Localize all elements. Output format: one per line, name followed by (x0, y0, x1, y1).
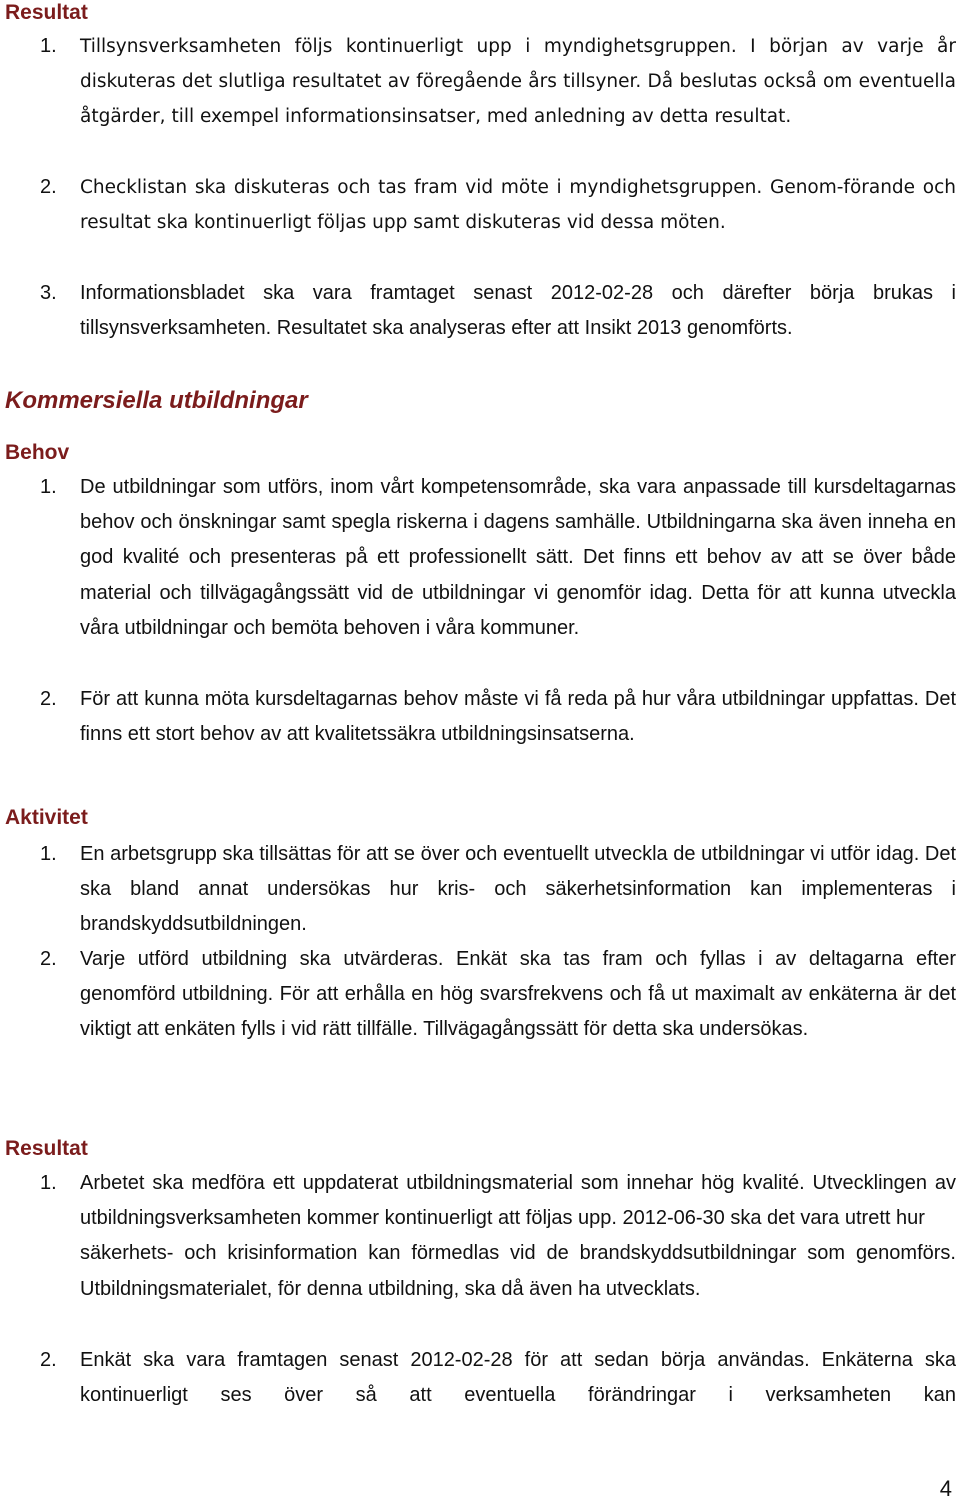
list-number: 2. (40, 688, 57, 710)
list-number: 1. (40, 476, 57, 498)
list-number: 2. (40, 1349, 57, 1371)
heading-aktivitet: Aktivitet (5, 806, 88, 829)
list-number: 2. (40, 176, 57, 198)
list-item-text: Tillsynsverksamheten följs kontinuerligt upp i myndighetsgruppen. I början av varje år diskuteras det slutliga resultatet av föregående års tillsyner. Då beslutas också om eventuella åtgärder, till exempel informationsinsatser, med anledning av detta resultat. (80, 36, 956, 128)
heading-resultat-2: Resultat (5, 1137, 88, 1160)
list-number: 1. (40, 843, 57, 865)
list-item-text (80, 1166, 956, 1307)
list-item-text: För att kunna möta kursdeltagarnas behov måste vi få reda på hur våra utbildningar uppfattas. Det finns ett stort behov av att kvalitetssäkra utbildningsinsatserna. (80, 688, 956, 746)
page-number: 4 (939, 1476, 952, 1501)
list-item-text: Varje utförd utbildning ska utvärderas. Enkät ska tas fram och fyllas i av deltagarna efter genomförd utbildning. För att erhålla en hög svarsfrekvens och få ut maximalt av enkäterna är det viktigt att enkäten fylls i vid rätt tillfälle. Tillvägagångssätt för detta ska undersökas. (80, 948, 956, 1041)
list-number: 3. (40, 282, 57, 304)
list-item-text: Checklistan ska diskuteras och tas fram vid möte i myndighetsgruppen. Genom-förande och resultat ska kontinuerligt följas upp samt diskuteras vid dessa möten. (80, 177, 956, 234)
list-number: 1. (40, 1172, 57, 1194)
heading-behov: Behov (5, 441, 70, 464)
heading-resultat: Resultat (5, 1, 88, 24)
list-item-text-part: säkerhets- och krisinformation kan förmedlas vid de brandskyddsutbildningar som genomförs. Utbildningsmaterialet, för denna utbildning, ska då även ha utvecklats. (80, 1242, 956, 1300)
list-item-text: Enkät ska vara framtagen senast 2012-02-28 för att sedan börja användas. Enkäterna ska kontinuerligt ses över så att eventuella förändringar i verksamheten kan (80, 1349, 956, 1407)
heading-kommersiella-utbildningar: Kommersiella utbildningar (5, 387, 308, 414)
list-item-text: Informationsbladet ska vara framtaget senast 2012-02-28 och därefter börja brukas i tillsynsverksamheten. Resultatet ska analyseras efter att Insikt 2013 genomförts. (80, 282, 956, 340)
list-number: 1. (40, 35, 57, 57)
list-item-text-part: Arbetet ska medföra ett uppdaterat utbildningsmaterial som innehar hög kvalité. Utvecklingen av utbildningsverksamheten kommer kontinuerligt att följas upp. 2012-06-30 ska det vara utrett hur (80, 1172, 956, 1230)
list-item-text: De utbildningar som utförs, inom vårt kompetensområde, ska vara anpassade till kursdeltagarnas behov och önskningar samt spegla riskerna i dagens samhälle. Utbildningarna ska även inneha en god kvalité och presenteras på ett professionellt sätt. Det finns ett behov av att se över både material och tillvägagångssätt vid de utbildningar vi genomför idag. Detta för att kunna utveckla våra utbildningar och bemöta behoven i våra kommuner. (80, 476, 956, 639)
list-number: 2. (40, 948, 57, 970)
list-item-text: En arbetsgrupp ska tillsättas för att se över och eventuellt utveckla de utbildningar vi utför idag. Det ska bland annat undersökas hur kris- och säkerhetsinformation kan implementeras i brandskyddsutbildningen. (80, 843, 956, 936)
